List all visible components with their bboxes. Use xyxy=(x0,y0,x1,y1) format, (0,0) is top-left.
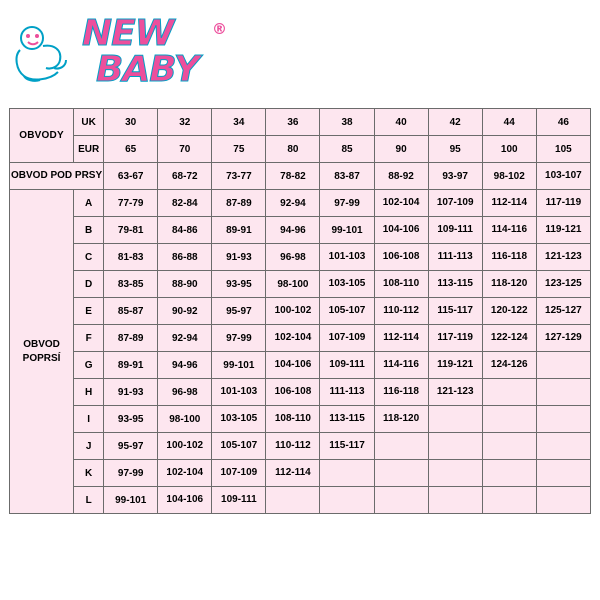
over-bust-C-1: 86-88 xyxy=(158,244,212,271)
table-row-eur xyxy=(10,136,591,163)
under-bust-3: 78-82 xyxy=(266,163,320,190)
over-bust-E-7: 120-122 xyxy=(482,298,536,325)
over-bust-E-4: 105-107 xyxy=(320,298,374,325)
over-bust-L-1: 104-106 xyxy=(158,487,212,514)
eur-size-7: 100 xyxy=(482,136,536,163)
over-bust-A-0: 77-79 xyxy=(104,190,158,217)
over-bust-B-7: 114-116 xyxy=(482,217,536,244)
size-chart-table xyxy=(9,108,591,514)
over-bust-D-2: 93-95 xyxy=(212,271,266,298)
over-bust-K-5-empty xyxy=(374,460,428,487)
over-bust-B-0: 79-81 xyxy=(104,217,158,244)
over-bust-L-8-empty xyxy=(536,487,590,514)
over-bust-L-5-empty xyxy=(374,487,428,514)
over-bust-K-2: 107-109 xyxy=(212,460,266,487)
cup-label-C: C xyxy=(74,244,104,271)
over-bust-I-3: 108-110 xyxy=(266,406,320,433)
table-row-cup-I xyxy=(10,406,591,433)
over-bust-G-4: 109-111 xyxy=(320,352,374,379)
over-bust-B-6: 109-111 xyxy=(428,217,482,244)
cup-label-I: I xyxy=(74,406,104,433)
over-bust-H-8-empty xyxy=(536,379,590,406)
eur-size-0: 65 xyxy=(104,136,158,163)
cup-label-B: B xyxy=(74,217,104,244)
cup-label-A: A xyxy=(74,190,104,217)
table-row-cup-C xyxy=(10,244,591,271)
over-bust-I-5: 118-120 xyxy=(374,406,428,433)
over-bust-E-6: 115-117 xyxy=(428,298,482,325)
cup-label-L: L xyxy=(74,487,104,514)
row-label-over-bust: OBVOD POPRSÍ xyxy=(10,190,74,514)
brand-line-baby: BABY xyxy=(96,49,199,90)
under-bust-4: 83-87 xyxy=(320,163,374,190)
over-bust-G-3: 104-106 xyxy=(266,352,320,379)
over-bust-F-3: 102-104 xyxy=(266,325,320,352)
under-bust-5: 88-92 xyxy=(374,163,428,190)
cup-label-H: H xyxy=(74,379,104,406)
row-label-uk: UK xyxy=(74,109,104,136)
over-bust-E-8: 125-127 xyxy=(536,298,590,325)
eur-size-5: 90 xyxy=(374,136,428,163)
over-bust-L-6-empty xyxy=(428,487,482,514)
logo-area xyxy=(0,0,600,104)
over-bust-H-5: 116-118 xyxy=(374,379,428,406)
over-bust-F-4: 107-109 xyxy=(320,325,374,352)
over-bust-J-7-empty xyxy=(482,433,536,460)
over-bust-B-2: 89-91 xyxy=(212,217,266,244)
over-bust-L-7-empty xyxy=(482,487,536,514)
over-bust-L-2: 109-111 xyxy=(212,487,266,514)
over-bust-J-8-empty xyxy=(536,433,590,460)
over-bust-B-5: 104-106 xyxy=(374,217,428,244)
over-bust-I-8-empty xyxy=(536,406,590,433)
over-bust-D-1: 88-90 xyxy=(158,271,212,298)
over-bust-D-0: 83-85 xyxy=(104,271,158,298)
uk-size-5: 40 xyxy=(374,109,428,136)
uk-size-1: 32 xyxy=(158,109,212,136)
over-bust-H-4: 111-113 xyxy=(320,379,374,406)
over-bust-C-4: 101-103 xyxy=(320,244,374,271)
over-bust-K-1: 102-104 xyxy=(158,460,212,487)
over-bust-C-0: 81-83 xyxy=(104,244,158,271)
eur-size-1: 70 xyxy=(158,136,212,163)
registered-mark: ® xyxy=(212,20,227,38)
over-bust-J-0: 95-97 xyxy=(104,433,158,460)
uk-size-8: 46 xyxy=(536,109,590,136)
over-bust-D-3: 98-100 xyxy=(266,271,320,298)
uk-size-3: 36 xyxy=(266,109,320,136)
under-bust-0: 63-67 xyxy=(104,163,158,190)
over-bust-G-2: 99-101 xyxy=(212,352,266,379)
over-bust-D-8: 123-125 xyxy=(536,271,590,298)
baby-outline-logo-icon xyxy=(10,22,76,86)
over-bust-F-0: 87-89 xyxy=(104,325,158,352)
uk-size-7: 44 xyxy=(482,109,536,136)
over-bust-I-1: 98-100 xyxy=(158,406,212,433)
over-bust-E-5: 110-112 xyxy=(374,298,428,325)
over-bust-A-4: 97-99 xyxy=(320,190,374,217)
over-bust-F-5: 112-114 xyxy=(374,325,428,352)
brand-logo xyxy=(8,14,258,94)
table-row-uk xyxy=(10,109,591,136)
over-bust-H-6: 121-123 xyxy=(428,379,482,406)
cup-label-D: D xyxy=(74,271,104,298)
over-bust-J-2: 105-107 xyxy=(212,433,266,460)
table-row-cup-F xyxy=(10,325,591,352)
brand-wordmark xyxy=(82,14,262,92)
eur-size-8: 105 xyxy=(536,136,590,163)
over-bust-J-5-empty xyxy=(374,433,428,460)
over-bust-K-6-empty xyxy=(428,460,482,487)
table-row-cup-G xyxy=(10,352,591,379)
over-bust-A-5: 102-104 xyxy=(374,190,428,217)
cup-label-K: K xyxy=(74,460,104,487)
over-bust-C-2: 91-93 xyxy=(212,244,266,271)
over-bust-L-3-empty xyxy=(266,487,320,514)
uk-size-6: 42 xyxy=(428,109,482,136)
over-bust-K-4-empty xyxy=(320,460,374,487)
eur-size-3: 80 xyxy=(266,136,320,163)
over-bust-I-0: 93-95 xyxy=(104,406,158,433)
over-bust-F-1: 92-94 xyxy=(158,325,212,352)
row-label-under-bust xyxy=(10,163,104,190)
over-bust-H-7-empty xyxy=(482,379,536,406)
over-bust-E-2: 95-97 xyxy=(212,298,266,325)
under-bust-2: 73-77 xyxy=(212,163,266,190)
over-bust-B-8: 119-121 xyxy=(536,217,590,244)
over-bust-E-0: 85-87 xyxy=(104,298,158,325)
over-bust-D-7: 118-120 xyxy=(482,271,536,298)
row-label-eur: EUR xyxy=(74,136,104,163)
under-bust-8: 103-107 xyxy=(536,163,590,190)
cup-label-F: F xyxy=(74,325,104,352)
brand-line-new: NEW xyxy=(82,13,174,54)
over-bust-A-3: 92-94 xyxy=(266,190,320,217)
over-bust-K-7-empty xyxy=(482,460,536,487)
over-bust-G-1: 94-96 xyxy=(158,352,212,379)
under-bust-6: 93-97 xyxy=(428,163,482,190)
over-bust-B-4: 99-101 xyxy=(320,217,374,244)
cup-label-E: E xyxy=(74,298,104,325)
row-label-obvody: OBVODY xyxy=(10,109,74,163)
over-bust-F-8: 127-129 xyxy=(536,325,590,352)
over-bust-B-1: 84-86 xyxy=(158,217,212,244)
over-bust-I-6-empty xyxy=(428,406,482,433)
table-row-cup-B xyxy=(10,217,591,244)
uk-size-0: 30 xyxy=(104,109,158,136)
over-bust-K-0: 97-99 xyxy=(104,460,158,487)
over-bust-E-1: 90-92 xyxy=(158,298,212,325)
over-bust-G-6: 119-121 xyxy=(428,352,482,379)
over-bust-G-0: 89-91 xyxy=(104,352,158,379)
over-bust-I-4: 113-115 xyxy=(320,406,374,433)
over-bust-D-4: 103-105 xyxy=(320,271,374,298)
over-bust-H-2: 101-103 xyxy=(212,379,266,406)
over-bust-D-5: 108-110 xyxy=(374,271,428,298)
under-bust-7: 98-102 xyxy=(482,163,536,190)
uk-size-2: 34 xyxy=(212,109,266,136)
table-row-cup-D xyxy=(10,271,591,298)
cup-label-G: G xyxy=(74,352,104,379)
over-bust-H-0: 91-93 xyxy=(104,379,158,406)
table-row-cup-K xyxy=(10,460,591,487)
over-bust-G-8-empty xyxy=(536,352,590,379)
over-bust-C-3: 96-98 xyxy=(266,244,320,271)
under-bust-1: 68-72 xyxy=(158,163,212,190)
over-bust-H-3: 106-108 xyxy=(266,379,320,406)
over-bust-I-7-empty xyxy=(482,406,536,433)
over-bust-J-3: 110-112 xyxy=(266,433,320,460)
eur-size-6: 95 xyxy=(428,136,482,163)
uk-size-4: 38 xyxy=(320,109,374,136)
over-bust-C-8: 121-123 xyxy=(536,244,590,271)
over-bust-F-2: 97-99 xyxy=(212,325,266,352)
eur-size-2: 75 xyxy=(212,136,266,163)
over-bust-G-7: 124-126 xyxy=(482,352,536,379)
over-bust-K-3: 112-114 xyxy=(266,460,320,487)
under-bust-label-text: OBVOD POD PRSY xyxy=(11,170,103,182)
over-bust-A-6: 107-109 xyxy=(428,190,482,217)
over-bust-C-7: 116-118 xyxy=(482,244,536,271)
cup-label-J: J xyxy=(74,433,104,460)
over-bust-C-5: 106-108 xyxy=(374,244,428,271)
table-row-cup-E xyxy=(10,298,591,325)
over-bust-G-5: 114-116 xyxy=(374,352,428,379)
eur-size-4: 85 xyxy=(320,136,374,163)
table-row-cup-H xyxy=(10,379,591,406)
over-bust-L-4-empty xyxy=(320,487,374,514)
over-bust-B-3: 94-96 xyxy=(266,217,320,244)
over-bust-J-6-empty xyxy=(428,433,482,460)
over-bust-L-0: 99-101 xyxy=(104,487,158,514)
over-bust-A-7: 112-114 xyxy=(482,190,536,217)
over-bust-H-1: 96-98 xyxy=(158,379,212,406)
over-bust-F-7: 122-124 xyxy=(482,325,536,352)
over-bust-I-2: 103-105 xyxy=(212,406,266,433)
over-bust-J-4: 115-117 xyxy=(320,433,374,460)
over-bust-A-8: 117-119 xyxy=(536,190,590,217)
over-bust-C-6: 111-113 xyxy=(428,244,482,271)
table-row-cup-J xyxy=(10,433,591,460)
over-bust-A-1: 82-84 xyxy=(158,190,212,217)
over-bust-K-8-empty xyxy=(536,460,590,487)
table-row-cup-L xyxy=(10,487,591,514)
table-row-under-bust xyxy=(10,163,591,190)
over-bust-F-6: 117-119 xyxy=(428,325,482,352)
over-bust-J-1: 100-102 xyxy=(158,433,212,460)
over-bust-E-3: 100-102 xyxy=(266,298,320,325)
table-row-cup-A xyxy=(10,190,591,217)
over-bust-D-6: 113-115 xyxy=(428,271,482,298)
over-bust-A-2: 87-89 xyxy=(212,190,266,217)
